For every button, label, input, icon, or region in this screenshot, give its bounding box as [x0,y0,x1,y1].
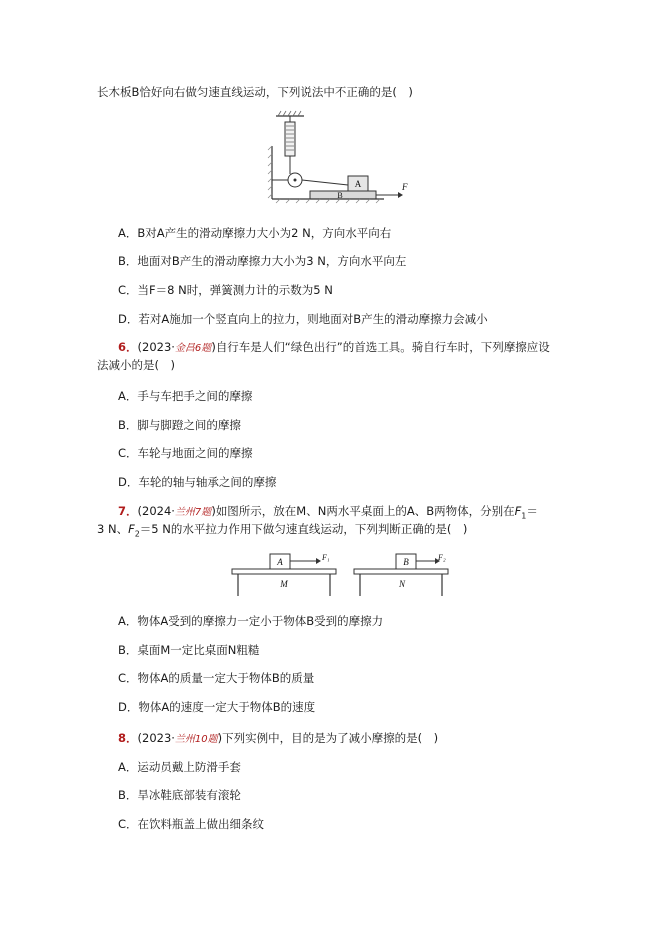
q7-table-m-label: M [280,579,288,589]
q5-stem-tail: 长木板B恰好向右做匀速直线运动，下列说法中不正确的是( ) [97,85,413,99]
q7-f1-symbol: F [514,504,522,518]
q6-stem-text: 自行车是人们“绿色出行”的首选工具。骑自行车时，下列摩擦应设 [215,340,550,354]
q7-stem-line2 [97,521,467,542]
q5-option-b: B．地面对B产生的滑动摩擦力大小为3 N，方向水平向左 [118,254,407,268]
q6-option-c: C．车轮与地面之间的摩擦 [118,446,253,460]
q7-stem-text: 如图所示，放在M、N两水平桌面上的A、B两物体，分别在 [215,504,515,518]
q6-number: 6． [118,340,138,354]
q8-stem [118,730,438,748]
q5-figure [262,110,412,208]
q7-f2-symbol: F [128,522,135,536]
q5-block-a-label: A [354,179,362,189]
q8-option-a: A．运动员戴上防滑手套 [118,760,241,774]
q8-source-open: (2023· [137,731,175,745]
q8-number: 8． [118,731,138,745]
q7-option-a: A．物体A受到的摩擦力一定小于物体B受到的摩擦力 [118,614,384,628]
q7-number: 7． [118,504,138,518]
q5-option-d: D．若对A施加一个竖直向上的拉力，则地面对B产生的滑动摩擦力会减小 [118,312,488,326]
q7-f1-subscript: 1 [521,511,527,521]
q6-stem-line1 [118,339,550,357]
q7-table-n-label: N [398,579,406,589]
q5-option-a: A．B对A产生的滑动摩擦力大小为2 N，方向水平向右 [118,226,392,240]
q6-option-a: A．手与车把手之间的摩擦 [118,389,253,403]
q7-figure [230,550,450,598]
q8-stem-text: 下列实例中，目的是为了减小摩擦的是( ) [222,731,439,745]
q7-f2-subscript: 2 [134,529,140,539]
q6-stem-line2: 法减小的是( ) [97,358,175,372]
q5-board-b-label: B [337,191,343,200]
q8-source-close: ) [217,731,223,745]
q6-source-close: ) [211,340,216,354]
q6-option-b: B．脚与脚蹬之间的摩擦 [118,418,241,432]
q7-block-a-label: A [277,557,283,567]
q7-force-f1-label: F₁ [322,553,330,562]
q7-stem-text-2: ＝5 N的水平拉力作用下做匀速直线运动，下列判断正确的是( ) [139,522,468,536]
q7-source-tag: 兰州7题 [174,507,212,518]
q8-option-c: C．在饮料瓶盖上做出细条纹 [118,817,265,831]
q6-source-tag: 金昌6题 [174,343,212,354]
q8-source-tag: 兰州10题 [174,734,218,745]
q7-option-c: C．物体A的质量一定大于物体B的质量 [118,671,315,685]
q7-stem-f1-value: 3 N、 [97,522,129,536]
q7-force-f2-label: F₂ [438,553,446,562]
q6-option-d: D．车轮的轴与轴承之间的摩擦 [118,475,277,489]
q7-source-open: (2024· [137,504,175,518]
q7-option-d: D．物体A的速度一定大于物体B的速度 [118,700,316,714]
q5-force-label: F [402,182,408,192]
q5-option-c: C．当F＝8 N时，弹簧测力计的示数为5 N [118,283,333,297]
q6-source-open: (2023· [137,340,175,354]
q7-source-close: ) [211,504,216,518]
q8-option-b: B．旱冰鞋底部装有滚轮 [118,788,241,802]
q7-block-b-label: B [403,557,409,567]
q7-option-b: B．桌面M一定比桌面N粗糙 [118,643,260,657]
q7-equals: ＝ [526,504,538,518]
